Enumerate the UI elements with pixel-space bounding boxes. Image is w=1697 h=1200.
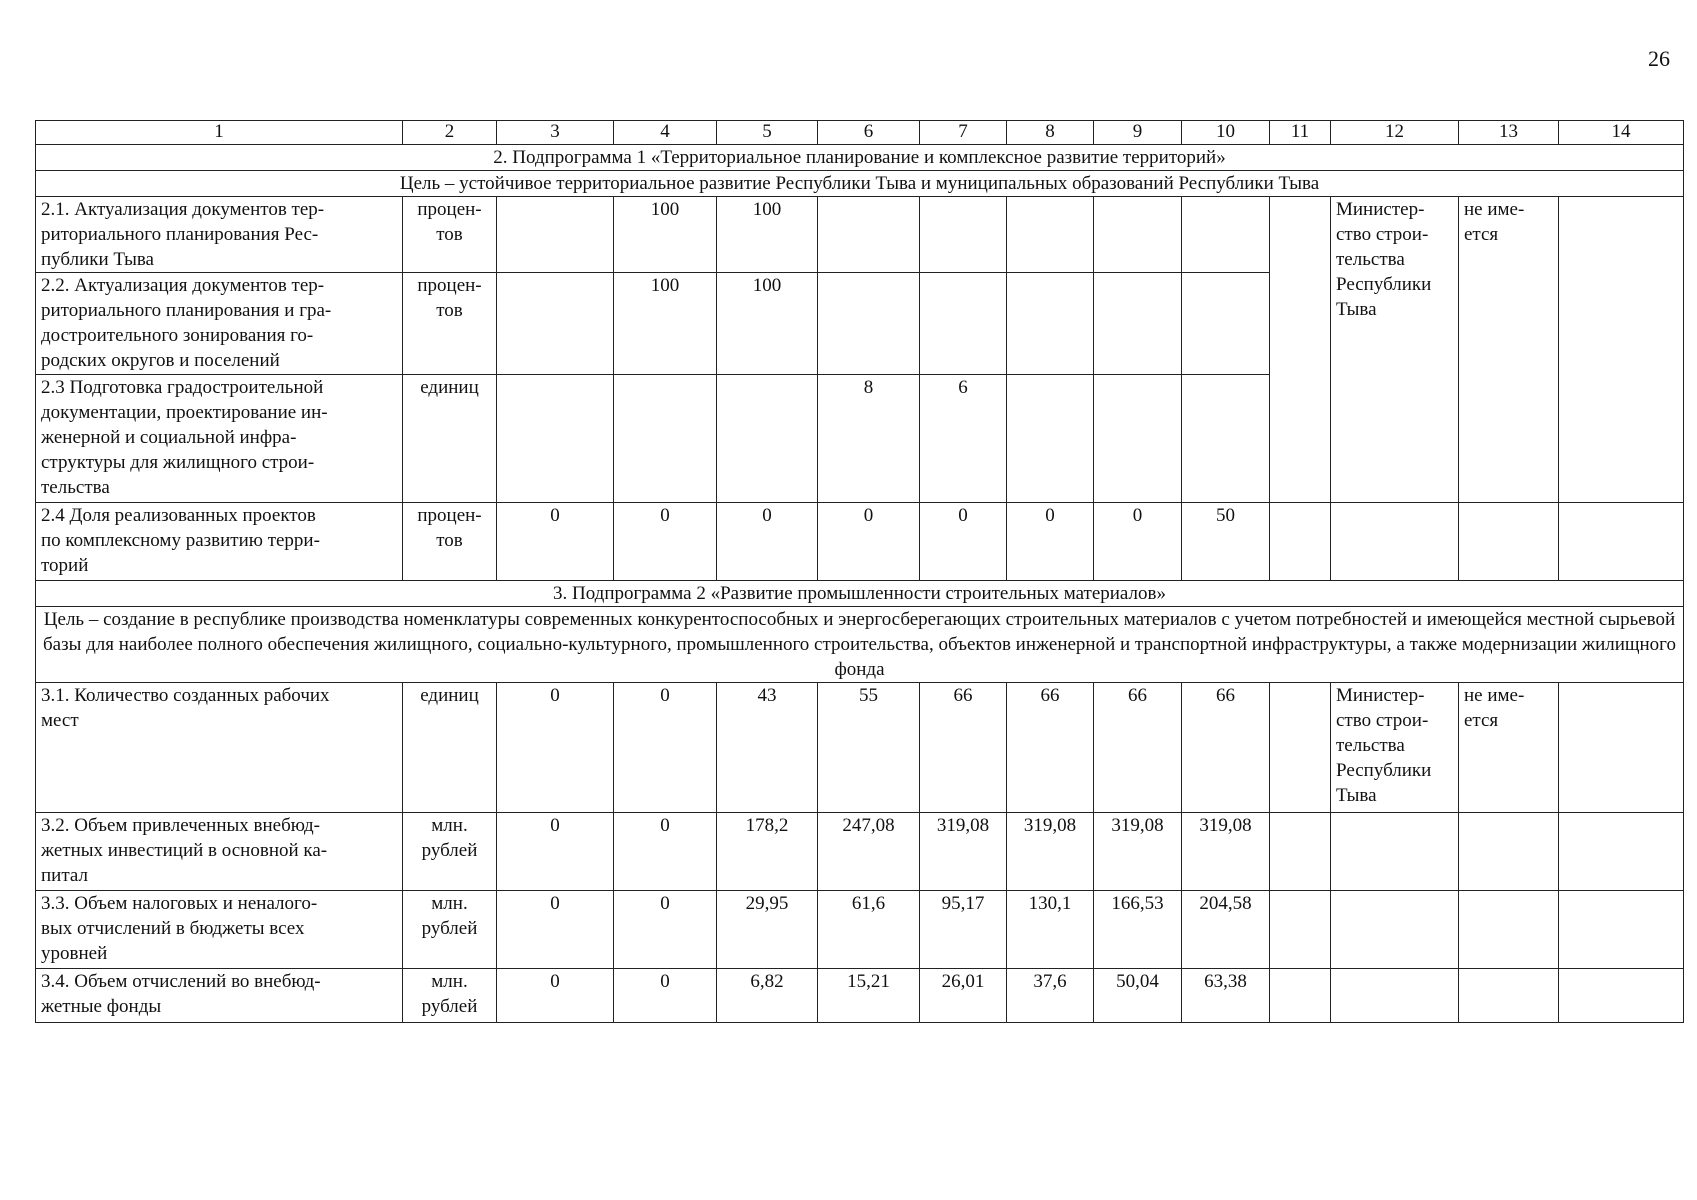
value-cell: 61,6 (818, 891, 920, 969)
value-cell: 0 (614, 813, 717, 891)
empty-cell (1559, 813, 1684, 891)
value-cell: 178,2 (717, 813, 818, 891)
indicators-table (35, 120, 1684, 1023)
responsible-executor: Министер- ство строи- тельства Республики Тыва (1331, 197, 1459, 503)
value-cell: 66 (1007, 683, 1094, 813)
empty-cell (1270, 503, 1331, 581)
indicator-name: 3.4. Объем отчислений во внебюд- жетные фонды (36, 969, 403, 1023)
value-cell: 166,53 (1094, 891, 1182, 969)
empty-cell (1270, 891, 1331, 969)
value-cell: 100 (717, 273, 818, 375)
value-cell: 6 (920, 375, 1007, 503)
indicator-unit: млн. рублей (403, 813, 497, 891)
indicator-name: 3.3. Объем налоговых и неналого- вых отчислений в бюджеты всех уровней (36, 891, 403, 969)
empty-cell (1331, 969, 1459, 1023)
value-cell (818, 273, 920, 375)
value-cell: 319,08 (1182, 813, 1270, 891)
value-cell (1182, 197, 1270, 273)
value-cell (1007, 273, 1094, 375)
empty-cell (1459, 891, 1559, 969)
value-cell: 26,01 (920, 969, 1007, 1023)
indicator-name: 2.4 Доля реализованных проектов по комплексному развитию терри- торий (36, 503, 403, 581)
value-cell: 43 (717, 683, 818, 813)
column-header: 6 (818, 121, 920, 145)
empty-cell (1459, 503, 1559, 581)
value-cell: 66 (1094, 683, 1182, 813)
value-cell: 66 (1182, 683, 1270, 813)
empty-cell (1559, 503, 1684, 581)
indicator-name: 2.3 Подготовка градостроительной документации, проектирование ин- женерной и социальной инфра- структуры для жилищного строи- тельства (36, 375, 403, 503)
value-cell: 0 (614, 503, 717, 581)
section-goal-row (36, 607, 1684, 683)
value-cell: 0 (1094, 503, 1182, 581)
note-cell: не име- ется (1459, 683, 1559, 813)
value-cell: 100 (717, 197, 818, 273)
column-header: 14 (1559, 121, 1684, 145)
value-cell: 6,82 (717, 969, 818, 1023)
value-cell: 100 (614, 273, 717, 375)
section-title-row (36, 581, 1684, 607)
value-cell: 319,08 (1094, 813, 1182, 891)
value-cell: 0 (497, 969, 614, 1023)
value-cell: 15,21 (818, 969, 920, 1023)
responsible-executor: Министер- ство строи- тельства Республики Тыва (1331, 683, 1459, 813)
empty-cell (1331, 503, 1459, 581)
value-cell (1094, 375, 1182, 503)
column-header: 2 (403, 121, 497, 145)
value-cell: 0 (614, 969, 717, 1023)
value-cell: 50 (1182, 503, 1270, 581)
value-cell (920, 197, 1007, 273)
section-2-goal: Цель – устойчивое территориальное развитие Республики Тыва и муниципальных образований Республики Тыва (36, 171, 1684, 197)
indicator-unit: единиц (403, 683, 497, 813)
empty-cell (1270, 813, 1331, 891)
value-cell: 0 (497, 891, 614, 969)
value-cell: 130,1 (1007, 891, 1094, 969)
value-cell: 50,04 (1094, 969, 1182, 1023)
column-header: 11 (1270, 121, 1331, 145)
column-header: 3 (497, 121, 614, 145)
value-cell: 100 (614, 197, 717, 273)
empty-cell (1270, 197, 1331, 503)
table-row (36, 683, 1684, 813)
value-cell (818, 197, 920, 273)
column-header: 1 (36, 121, 403, 145)
value-cell: 0 (614, 891, 717, 969)
value-cell: 63,38 (1182, 969, 1270, 1023)
empty-cell (1559, 197, 1684, 503)
value-cell: 0 (920, 503, 1007, 581)
table-row (36, 503, 1684, 581)
value-cell (497, 197, 614, 273)
column-header: 5 (717, 121, 818, 145)
section-goal-row (36, 171, 1684, 197)
value-cell: 0 (818, 503, 920, 581)
value-cell: 0 (497, 683, 614, 813)
value-cell (717, 375, 818, 503)
table-row (36, 891, 1684, 969)
value-cell (1182, 375, 1270, 503)
column-header: 7 (920, 121, 1007, 145)
empty-cell (1459, 813, 1559, 891)
indicator-unit: процен- тов (403, 503, 497, 581)
empty-cell (1559, 969, 1684, 1023)
value-cell: 0 (1007, 503, 1094, 581)
empty-cell (1331, 891, 1459, 969)
indicator-name: 2.1. Актуализация документов тер- риториального планирования Рес- публики Тыва (36, 197, 403, 273)
value-cell: 8 (818, 375, 920, 503)
table-row (36, 197, 1684, 273)
indicator-name: 2.2. Актуализация документов тер- риториального планирования и гра- достроительного зонирования го- родских округов и поселений (36, 273, 403, 375)
value-cell: 37,6 (1007, 969, 1094, 1023)
note-cell: не име- ется (1459, 197, 1559, 503)
indicator-unit: процен- тов (403, 197, 497, 273)
value-cell: 319,08 (920, 813, 1007, 891)
value-cell (920, 273, 1007, 375)
value-cell: 0 (614, 683, 717, 813)
page-number: 26 (1648, 46, 1670, 71)
value-cell (1007, 197, 1094, 273)
value-cell (1094, 197, 1182, 273)
value-cell (497, 273, 614, 375)
value-cell: 29,95 (717, 891, 818, 969)
section-title-row (36, 145, 1684, 171)
indicator-unit: процен- тов (403, 273, 497, 375)
empty-cell (1270, 969, 1331, 1023)
value-cell (1007, 375, 1094, 503)
empty-cell (1559, 891, 1684, 969)
empty-cell (1331, 813, 1459, 891)
column-number-row (36, 121, 1684, 145)
value-cell: 66 (920, 683, 1007, 813)
column-header: 13 (1459, 121, 1559, 145)
value-cell: 204,58 (1182, 891, 1270, 969)
table-row (36, 969, 1684, 1023)
value-cell (1094, 273, 1182, 375)
value-cell: 95,17 (920, 891, 1007, 969)
value-cell: 319,08 (1007, 813, 1094, 891)
indicator-name: 3.2. Объем привлеченных внебюд- жетных инвестиций в основной ка- питал (36, 813, 403, 891)
empty-cell (1270, 683, 1331, 813)
value-cell: 0 (497, 503, 614, 581)
section-3-title: 3. Подпрограмма 2 «Развитие промышленности строительных материалов» (36, 581, 1684, 607)
column-header: 4 (614, 121, 717, 145)
section-2-title: 2. Подпрограмма 1 «Территориальное планирование и комплексное развитие территорий» (36, 145, 1684, 171)
value-cell: 0 (717, 503, 818, 581)
empty-cell (1459, 969, 1559, 1023)
indicator-name: 3.1. Количество созданных рабочих мест (36, 683, 403, 813)
indicator-unit: единиц (403, 375, 497, 503)
column-header: 12 (1331, 121, 1459, 145)
table-row (36, 813, 1684, 891)
column-header: 8 (1007, 121, 1094, 145)
indicator-unit: млн. рублей (403, 891, 497, 969)
value-cell (614, 375, 717, 503)
value-cell: 247,08 (818, 813, 920, 891)
empty-cell (1559, 683, 1684, 813)
column-header: 9 (1094, 121, 1182, 145)
value-cell (1182, 273, 1270, 375)
value-cell: 55 (818, 683, 920, 813)
value-cell: 0 (497, 813, 614, 891)
indicator-unit: млн. рублей (403, 969, 497, 1023)
section-3-goal: Цель – создание в республике производства номенклатуры современных конкурентоспособных и энергосберегающих строительных материалов с учетом потребностей и имеющейся местной сырьевой базы для наиболее полного обеспечения жилищного, социально-культурного, промышленного строительства, объектов инженерной и транспортной инфраструктуры, а также модернизации жилищного фонда (36, 607, 1684, 683)
value-cell (497, 375, 614, 503)
column-header: 10 (1182, 121, 1270, 145)
